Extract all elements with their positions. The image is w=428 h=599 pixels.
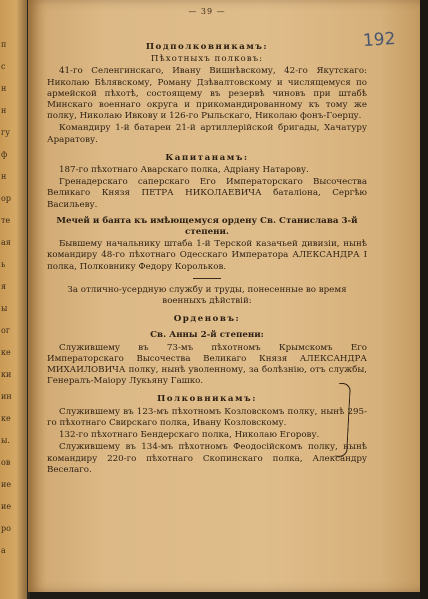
margin-fragment: ая — [1, 238, 11, 247]
divider-rule — [193, 278, 221, 279]
page-number: — 39 — — [188, 7, 226, 16]
margin-fragment: ин — [1, 392, 12, 401]
section-subheading: Пѣхотныхъ полковъ: — [150, 54, 264, 65]
paragraph: Служившему въ 134-мъ пѣхотномъ Феодосійскомъ полку, нынѣ командиру 220-го пѣхотнаго Скопинскаго полка, Александру Веселаго. — [47, 442, 367, 475]
margin-fragment: н — [1, 106, 7, 115]
section-heading: Капитанамъ: — [165, 152, 249, 163]
order-title: Св. Анны 2-й степени: — [150, 330, 264, 341]
margin-fragment: ро — [1, 524, 11, 533]
margin-fragment: ог — [1, 326, 11, 335]
document-body — [47, 42, 367, 476]
margin-fragment: ие — [1, 502, 12, 511]
margin-fragment: ы — [1, 304, 8, 313]
section-heading: Полковникамъ: — [157, 394, 257, 405]
margin-fragment: ь — [1, 260, 6, 269]
archive-number-handwritten: 192 — [362, 28, 397, 52]
scan-right-edge — [420, 0, 428, 599]
section-heading: Подполковникамъ: — [145, 42, 269, 52]
margin-fragment: те — [1, 216, 11, 225]
margin-fragment: н — [1, 84, 7, 93]
margin-fragment: ф — [1, 150, 8, 159]
paragraph: Бывшему начальнику штаба 1-й Терской казачьей дивизіи, нынѣ командиру 48-го пѣхотнаго Одесскаго Императора АЛЕКСАНДРА I полка, Полковнику Федору Корольков. — [47, 239, 367, 272]
margin-fragment: ор — [1, 194, 11, 203]
margin-fragment: н — [1, 172, 7, 181]
centered-text: За отлично-усердную службу и труды, понесенные во время военныхъ дѣйствій: — [67, 284, 347, 307]
paragraph: 132-го пѣхотнаго Бендерскаго полка, Николаю Егорову. — [59, 430, 320, 441]
margin-fragment: ке — [1, 348, 11, 357]
margin-fragment: ы. — [1, 436, 10, 445]
margin-fragment: п — [1, 40, 7, 49]
paragraph: 41-го Селенгинскаго, Ивану Вишнѣвскому, 42-го Якутскаго: Николаю Бѣлявскому, Роману Дзѣвалтовскому и числящемуся по армейской пѣхотѣ, состоящему въ резервѣ чиновъ при штабѣ Минскаго военнаго округа и прикомандированному къ тому же полку, Николаю Ивкову и 126-го Рыльскаго, Николаю фонъ-Гоерцу. — [47, 66, 367, 122]
paragraph: Служившему въ 73-мъ пѣхотномъ Крымскомъ Его Императорскаго Высочества Великаго Князя АЛЕКСАНДРА МИХАИЛОВИЧА полку, нынѣ уволенному, за болѣзнію, отъ службы, Генералъ-Маіору Лукьяну Гашко. — [47, 342, 367, 387]
paragraph: Командиру 1-й батареи 21-й артиллерійской бригады, Хачатуру Араратову. — [47, 123, 367, 145]
paragraph: Служившему въ 123-мъ пѣхотномъ Козловскомъ полку, нынѣ 295-го пѣхотнаго Свирскаго полка, Ивану Козловскому. — [47, 406, 367, 428]
paragraph: 187-го пѣхотнаго Аварскаго полка, Адріану Натарову. — [59, 165, 309, 176]
paragraph: Гренадерскаго саперскаго Его Императорскаго Высочества Великаго Князя ПЕТРА НИКОЛАЕВИЧА баталіона, Сергѣю Васильеву. — [47, 177, 367, 210]
margin-fragment: ов — [1, 458, 11, 467]
margin-fragment: я — [1, 282, 7, 291]
margin-fragment: а — [1, 546, 6, 555]
margin-fragment: ке — [1, 414, 11, 423]
margin-fragment: ие — [1, 480, 12, 489]
section-heading: Орденовъ: — [173, 314, 241, 325]
order-title: Мечей и банта къ имѣющемуся ордену Св. Станислава 3-й степени. — [56, 215, 358, 238]
margin-fragment: с — [1, 62, 6, 71]
margin-fragment: гу — [1, 128, 10, 137]
margin-fragment: ки — [1, 370, 12, 379]
